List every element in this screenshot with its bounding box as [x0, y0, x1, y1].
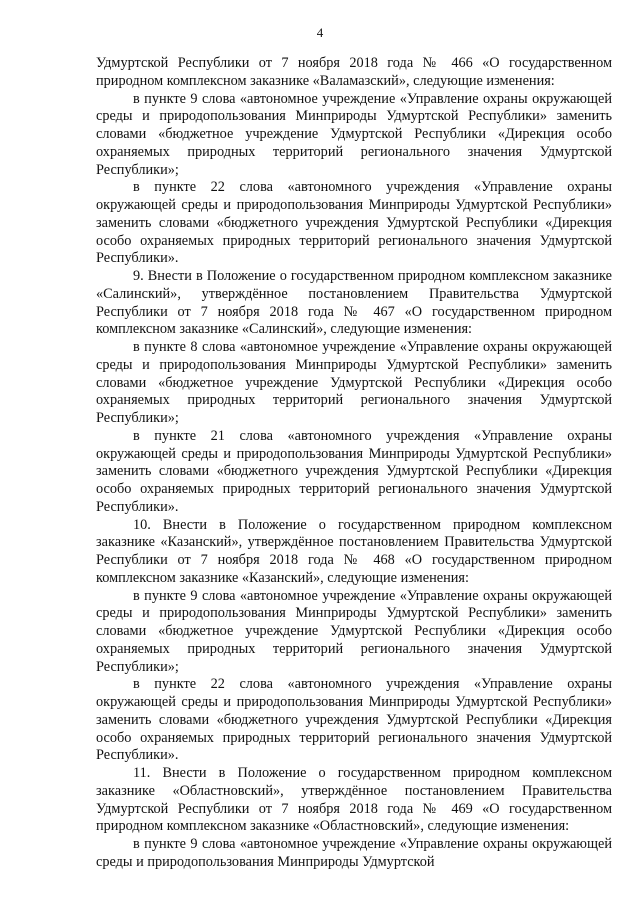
paragraph-section-11: 11. Внести в Положение о государственном природном комплексном заказнике «Областновский», утверждённое постановлением Правительства Удмуртской Республики от 7 ноября 2018 года № 469 «О государственном природном комплексном заказнике «Областновский», следующие изменения:: [96, 765, 612, 835]
paragraph-section-10: 10. Внести в Положение о государственном природном комплексном заказнике «Казанский», утверждённое постановлением Правительства Удмуртской Республики от 7 ноября 2018 года № 468 «О государственном природном комплексном заказнике «Казанский», следующие изменения:: [96, 516, 612, 586]
paragraph-continuation: Удмуртской Республики от 7 ноября 2018 года № 466 «О государственном природном комплексном заказнике «Валамазский», следующие изменения:: [96, 55, 612, 89]
paragraph-item-9-amendment-partial: в пункте 9 слова «автономное учреждение «Управление охраны окружающей среды и природопользования Минприроды Удмуртской: [96, 836, 612, 870]
paragraph-item-21-amendment: в пункте 21 слова «автономного учреждения «Управление охраны окружающей среды и природопользования Минприроды Удмуртской Республики» заменить словами «бюджетного учреждения Удмуртской Республики «Дирекция особо охраняемых природных территорий регионального значения Удмуртской Республики».: [96, 427, 612, 515]
paragraph-item-9-amendment: в пункте 9 слова «автономное учреждение «Управление охраны окружающей среды и природопользования Минприроды Удмуртской Республики» заменить словами «бюджетное учреждение Удмуртской Республики «Дирекция особо охраняемых природных территорий регионального значения Удмуртской Республики»;: [96, 587, 612, 675]
paragraph-section-9: 9. Внести в Положение о государственном природном комплексном заказнике «Салинский», утверждённое постановлением Правительства Удмуртской Республики от 7 ноября 2018 года № 467 «О государственном природном комплексном заказнике «Салинский», следующие изменения:: [96, 268, 612, 338]
body-text: [96, 55, 612, 872]
page-number: 4: [316, 25, 324, 40]
paragraph-item-22-amendment: в пункте 22 слова «автономного учреждения «Управление охраны окружающей среды и природопользования Минприроды Удмуртской Республики» заменить словами «бюджетного учреждения Удмуртской Республики «Дирекция особо охраняемых природных территорий регионального значения Удмуртской Республики».: [96, 179, 612, 267]
paragraph-item-8-amendment: в пункте 8 слова «автономное учреждение «Управление охраны окружающей среды и природопользования Минприроды Удмуртской Республики» заменить словами «бюджетное учреждение Удмуртской Республики «Дирекция особо охраняемых природных территорий регионального значения Удмуртской Республики»;: [96, 339, 612, 426]
paragraph-item-9-amendment: в пункте 9 слова «автономное учреждение «Управление охраны окружающей среды и природопользования Минприроды Удмуртской Республики» заменить словами «бюджетное учреждение Удмуртской Республики «Дирекция особо охраняемых природных территорий регионального значения Удмуртской Республики»;: [96, 90, 612, 178]
paragraph-item-22-amendment: в пункте 22 слова «автономного учреждения «Управление охраны окружающей среды и природопользования Минприроды Удмуртской Республики» заменить словами «бюджетного учреждения Удмуртской Республики «Дирекция особо охраняемых природных территорий регионального значения Удмуртской Республики».: [96, 676, 612, 764]
